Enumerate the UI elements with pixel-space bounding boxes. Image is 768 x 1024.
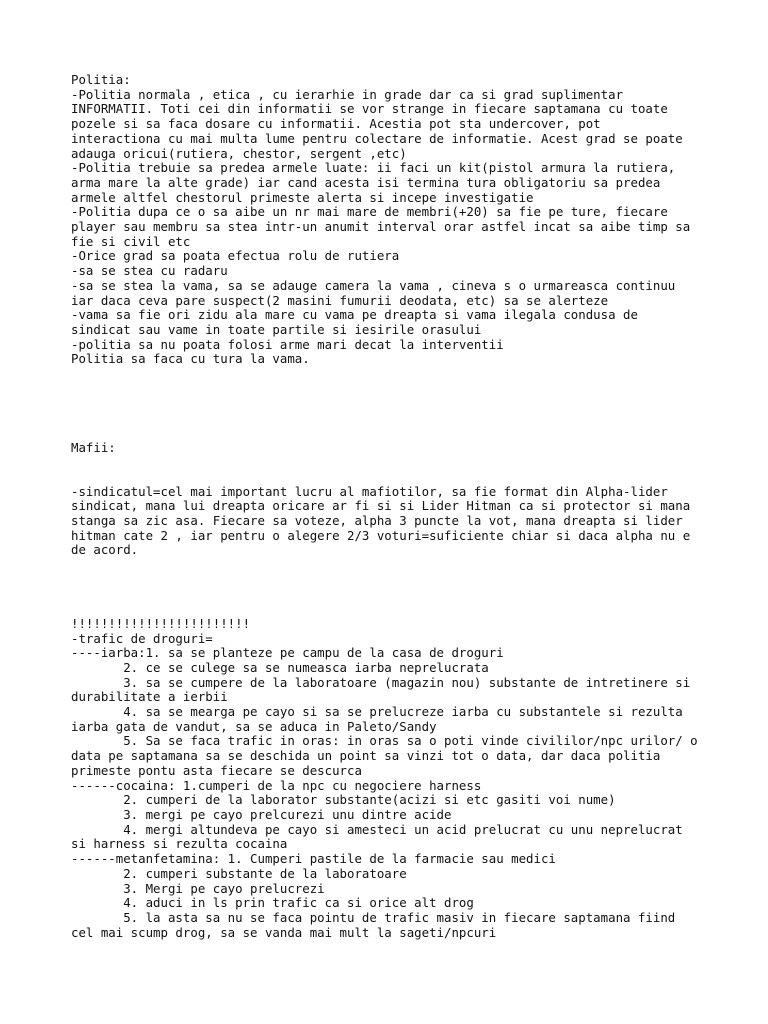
document-line: si harness si rezulta cocaina bbox=[71, 836, 288, 852]
document-line: interactiona cu mai multa lume pentru colectare de informatie. Acest grad se poate bbox=[71, 130, 683, 146]
document-body bbox=[71, 73, 744, 940]
document-line: arma mare la alte grade) iar cand acesta isi termina tura obligatoriu sa predea bbox=[71, 174, 661, 190]
document-line bbox=[71, 455, 744, 470]
document-line: 2. cumperi de la laborator substante(acizi si etc gasiti voi nume) bbox=[71, 792, 616, 808]
document-line: adauga oricui(rutiera, chestor, sergent ,etc) bbox=[71, 145, 407, 161]
document-line: sindicat sau vame in toate partile si iesirile orasului bbox=[71, 321, 482, 337]
document-line: -sindicatul=cel mai important lucru al mafiotilor, sa fie format din Alpha-lider bbox=[71, 483, 668, 499]
document-line: -sa se stea la vama, sa se adauge camera la vama , cineva s o urmareasca continuu bbox=[71, 277, 676, 293]
document-line: 4. aduci in ls prin trafic ca si orice alt drog bbox=[71, 895, 474, 911]
document-line: 3. sa se cumpere de la laboratoare (magazin nou) substante de intretinere si bbox=[71, 674, 691, 690]
document-line: hitman cate 2 , iar pentru o alegere 2/3 voturi=suficiente chiar si daca alpha nu e bbox=[71, 527, 691, 543]
document-line bbox=[71, 470, 744, 485]
document-line bbox=[71, 411, 744, 426]
document-line: 4. sa se mearga pe cayo si sa se prelucreze iarba cu substantele si rezulta bbox=[71, 704, 683, 720]
document-line bbox=[71, 602, 744, 617]
document-line bbox=[71, 367, 744, 382]
document-line: data pe saptamana sa se deschida un point sa vinzi tot o data, dar daca politia bbox=[71, 748, 661, 764]
document-line: -trafic de droguri= bbox=[71, 630, 213, 646]
document-line bbox=[71, 396, 744, 411]
document-line: -Politia normala , etica , cu ierarhie in grade dar ca si grad suplimentar bbox=[71, 86, 624, 102]
document-line: 3. mergi pe cayo prelcurezi unu dintre acide bbox=[71, 806, 452, 822]
document-line: Politia: bbox=[71, 72, 131, 87]
document-line: stanga sa zic asa. Fiecare sa voteze, alpha 3 puncte la vot, mana dreapta si lider bbox=[71, 512, 683, 528]
document-line: 4. mergi altundeva pe cayo si amesteci un acid prelucrat cu unu neprelucrat bbox=[71, 821, 683, 837]
document-line: 5. Sa se faca trafic in oras: in oras sa o poti vinde civililor/npc urilor/ o bbox=[71, 733, 698, 749]
document-line: INFORMATII. Toti cei din informatii se vor strange in fiecare saptamana cu toate bbox=[71, 101, 668, 117]
document-line: iar daca ceva pare suspect(2 masini fumurii deodata, etc) sa se alerteze bbox=[71, 292, 609, 308]
document-line bbox=[71, 382, 744, 397]
document-line: -sa se stea cu radaru bbox=[71, 263, 228, 279]
document-line: 2. cumperi substante de la laboratoare bbox=[71, 865, 407, 881]
document-line: -Orice grad sa poata efectua rolu de rutiera bbox=[71, 248, 400, 264]
document-line: ------cocaina: 1.cumperi de la npc cu negociere harness bbox=[71, 777, 482, 793]
document-line: 3. Mergi pe cayo prelucrezi bbox=[71, 880, 325, 896]
document-line: de acord. bbox=[71, 542, 139, 558]
document-line: 5. la asta sa nu se faca pointu de trafic masiv in fiecare saptamana fiind bbox=[71, 909, 676, 925]
document-line: durabilitate a ierbii bbox=[71, 689, 228, 705]
document-line: primeste pontu asta fiecare se descurca bbox=[71, 762, 362, 778]
document-line: sindicat, mana lui dreapta oricare ar fi si si Lider Hitman ca si protector si mana bbox=[71, 498, 691, 514]
document-line bbox=[71, 558, 744, 573]
document-line: pozele si sa faca dosare cu informatii. Acestia pot sta undercover, pot bbox=[71, 116, 601, 132]
document-line: armele altfel chestorul primeste alerta si incepe investigatie bbox=[71, 189, 534, 205]
document-line: !!!!!!!!!!!!!!!!!!!!!!!! bbox=[71, 615, 251, 631]
document-line: iarba gata de vandut, sa se aduca in Paleto/Sandy bbox=[71, 718, 437, 734]
document-line bbox=[71, 573, 744, 588]
document-line: -Politia dupa ce o sa aibe un nr mai mare de membri(+20) sa fie pe ture, fiecare bbox=[71, 204, 668, 220]
document-line bbox=[71, 587, 744, 602]
document-line bbox=[71, 426, 744, 441]
document-line: -politia sa nu poata folosi arme mari decat la interventii bbox=[71, 336, 504, 352]
document-line: -Politia trebuie sa predea armele luate: ii faci un kit(pistol armura la rutiera, bbox=[71, 160, 676, 176]
document-line: ----iarba:1. sa se planteze pe campu de la casa de droguri bbox=[71, 645, 504, 661]
document-line: Politia sa faca cu tura la vama. bbox=[71, 351, 310, 367]
document-line: -vama sa fie ori zidu ala mare cu vama pe dreapta si vama ilegala condusa de bbox=[71, 307, 638, 323]
document-line: ------metanfetamina: 1. Cumperi pastile de la farmacie sau medici bbox=[71, 851, 556, 867]
document-line: player sau membru sa stea intr-un anumit interval orar astfel incat sa aibe timp sa bbox=[71, 219, 691, 235]
document-line: Mafii: bbox=[71, 439, 116, 455]
document-line: cel mai scump drog, sa se vanda mai mult la sageti/npcuri bbox=[71, 924, 497, 940]
document-line: fie si civil etc bbox=[71, 233, 191, 249]
document-line: 2. ce se culege sa se numeasca iarba neprelucrata bbox=[71, 659, 489, 675]
